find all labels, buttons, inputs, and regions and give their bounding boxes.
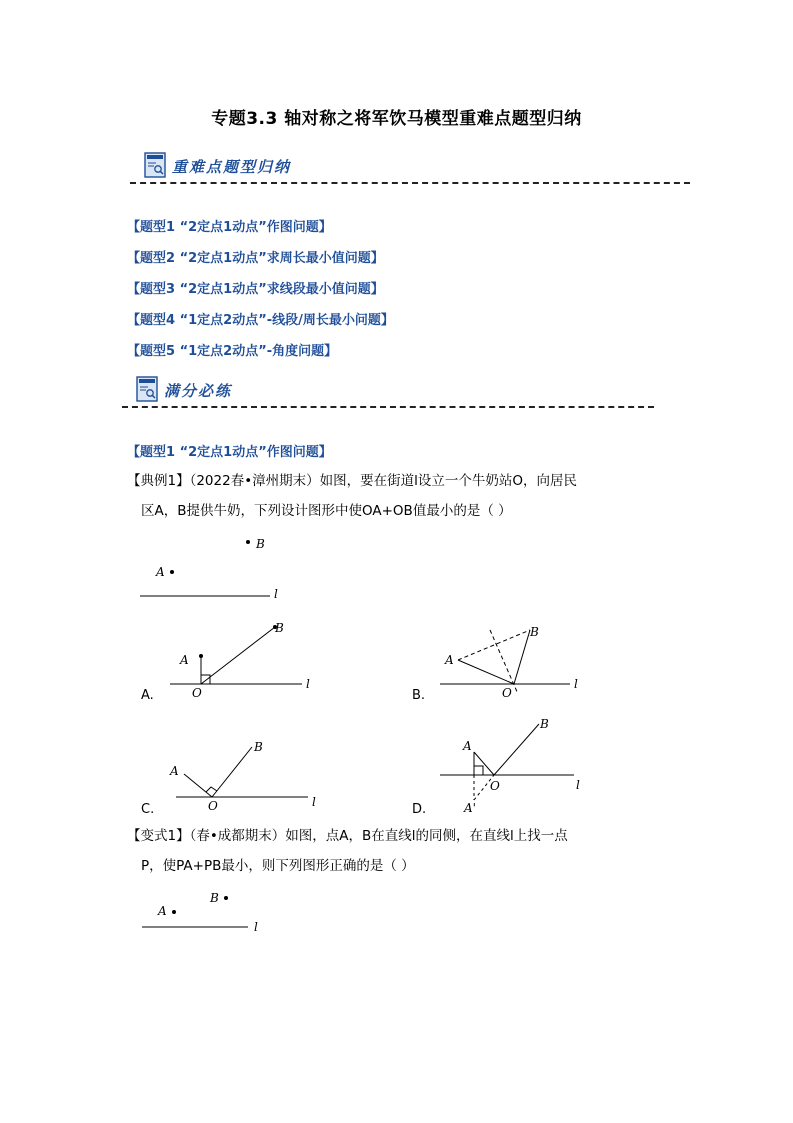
toc-item-2[interactable]: 【题型2 “2定点1动点”求周长最小值问题】 [127,251,384,266]
label-b: B [254,740,263,754]
question-type-heading: 【题型1 “2定点1动点”作图问题】 [127,445,332,460]
example-1-line-2: 区A，B提供牛奶，下列设计图形中使OA+OB值最小的是（ ） [141,503,512,519]
label-b: B [275,621,284,635]
option-c-label[interactable]: C. [141,802,155,817]
section-header-key-types [144,152,690,192]
label-a: A [445,653,454,667]
toc-item-5[interactable]: 【题型5 “1定点2动点”-角度问题】 [127,344,338,359]
label-a: A [158,904,167,918]
document-search-icon [136,376,158,402]
variant-1-line-2: P，使PA+PB最小，则下列图形正确的是（ ） [141,858,415,874]
option-b-label[interactable]: B. [412,688,426,703]
variant-1-figure [136,884,286,944]
page-title: 专题3.3 轴对称之将军饮马模型重难点题型归纳 [211,109,582,129]
segment-ao [458,660,514,684]
segment-ob [514,630,530,684]
option-d-figure[interactable] [438,714,588,818]
label-l: l [574,677,578,691]
segment-ob [201,627,275,684]
label-b: B [210,891,219,905]
option-d-label[interactable]: D. [412,802,427,817]
point-a [170,570,174,574]
label-b: B [540,717,549,731]
label-a: A [180,653,189,667]
section-divider [130,182,690,184]
section-divider [122,406,654,408]
segment-ao [184,774,212,797]
document-search-icon [144,152,166,178]
right-angle-mark [474,766,483,775]
example-text: （2022春•漳州期末）如图，要在街道l设立一个牛奶站O，向居民 [189,473,578,489]
label-o: O [502,686,512,700]
option-c-figure[interactable] [168,734,328,820]
point-b [224,896,228,900]
label-b: B [256,537,265,551]
section-header-practice [136,376,656,416]
right-angle-mark [206,787,217,792]
variant-text: （春•成都期末）如图，点A，B在直线l的同侧，在直线l上找一点 [189,828,568,844]
example-1-line-1 [127,466,687,496]
label-l: l [312,795,316,809]
label-b: B [530,625,539,639]
example-1-base-figure [130,528,290,604]
point-b [246,540,250,544]
variant-label: 【变式1】 [127,828,190,844]
variant-1-line-1 [127,821,687,851]
label-l: l [306,677,310,691]
label-l: l [254,920,258,934]
label-a: A [463,739,472,753]
label-l: l [576,778,580,792]
segment-ao [474,752,494,775]
label-l: l [274,587,278,601]
toc-item-4[interactable]: 【题型4 “1定点2动点”-线段/周长最小问题】 [127,313,394,328]
label-o: O [192,686,202,700]
label-a: A [156,565,165,579]
section-heading: 重难点题型归纳 [172,158,292,176]
option-a-label[interactable]: A. [141,688,154,703]
label-o: O [208,799,218,813]
option-a-figure[interactable] [168,618,318,704]
point-a [199,654,203,658]
label-o: O [490,779,500,793]
segment-ob [494,724,539,775]
segment-ob [212,747,252,797]
label-a-prime: A' [464,801,476,815]
toc-item-3[interactable]: 【题型3 “2定点1动点”求线段最小值问题】 [127,282,384,297]
example-label: 【典例1】 [127,473,190,489]
label-a: A [170,764,179,778]
segment-ab-dashed [458,630,530,660]
toc-item-1[interactable]: 【题型1 “2定点1动点”作图问题】 [127,220,332,235]
option-b-figure[interactable] [438,618,588,704]
point-a [172,910,176,914]
section-heading: 满分必练 [164,382,233,400]
